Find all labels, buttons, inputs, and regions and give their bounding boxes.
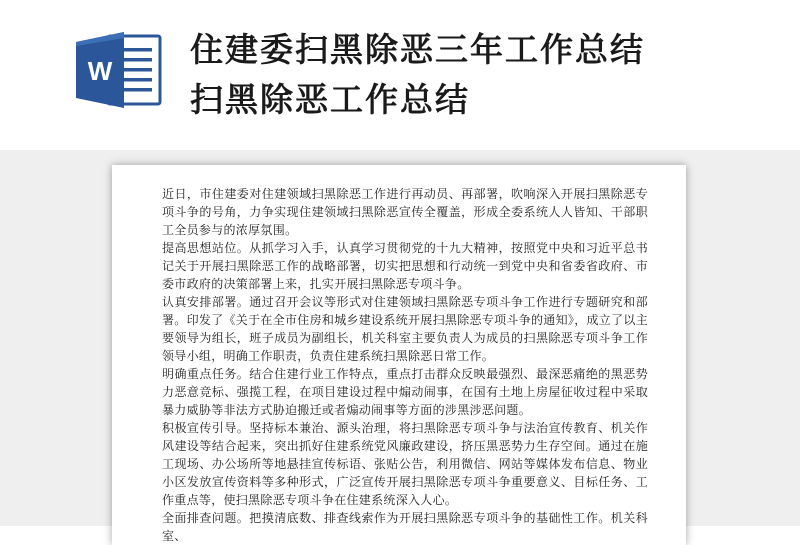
word-document-icon [72,30,164,110]
page-title-line2: 扫黑除恶工作总结 [190,80,470,119]
word-letter: W [87,56,113,86]
document-page [112,165,686,545]
paragraph: 积极宣传引导。坚持标本兼治、源头治理，将扫黑除恶专项斗争与法治宣传教育、机关作风建设等结合起来，突出抓好住建系统党风廉政建设，挤压黑恶势力生存空间。通过在施工现场、办公场所等地悬挂宣传标语、张贴公告，利用微信、网站等媒体发布信息、物业小区发放宣传资料等多种形式，广泛宣传开展扫黑除恶专项斗争重要意义、目标任务、工作重点等，使扫黑除恶专项斗争在住建系统深入人心。 [162,421,648,507]
header [0,0,800,150]
page-title-line1: 住建委扫黑除恶三年工作总结 [190,30,645,69]
paragraph: 提高思想站位。从抓学习入手，认真学习贯彻党的十九大精神，按照党中央和习近平总书记关于开展扫黑除恶工作的战略部署，切实把思想和行动统一到党中央和省委省政府、市委市政府的决策部署上来，扎实开展扫黑除恶专项斗争。 [162,241,648,291]
paragraph: 全面排查问题。把摸清底数、排查线索作为开展扫黑除恶专项斗争的基础性工作。机关科室、 [162,511,648,543]
paragraph: 近日，市住建委对住建领域扫黑除恶工作进行再动员、再部署，吹响深入开展扫黑除恶专项斗争的号角，力争实现住建领域扫黑除恶宣传全覆盖，形成全委系统人人皆知、干部职工全员参与的浓厚氛围。 [162,187,648,237]
paragraph: 认真安排部署。通过召开会议等形式对住建领域扫黑除恶专项斗争工作进行专题研究和部署。印发了《关于在全市住房和城乡建设系统开展扫黑除恶专项斗争的通知》，成立了以主要领导为组长，班子成员为副组长，机关科室主要负责人为成员的扫黑除恶专项斗争工作领导小组，明确工作职责，负责住建系统扫黑除恶日常工作。 [162,295,649,363]
paragraph: 明确重点任务。结合住建行业工作特点，重点打击群众反映最强烈、最深恶痛绝的黑恶势力恶意竞标、强揽工程，在项目建设过程中煽动闹事，在国有土地上房屋征收过程中采取暴力威胁等非法方式胁迫搬迁或者煽动闹事等方面的涉黑涉恶问题。 [162,367,648,417]
document-body [162,185,648,545]
